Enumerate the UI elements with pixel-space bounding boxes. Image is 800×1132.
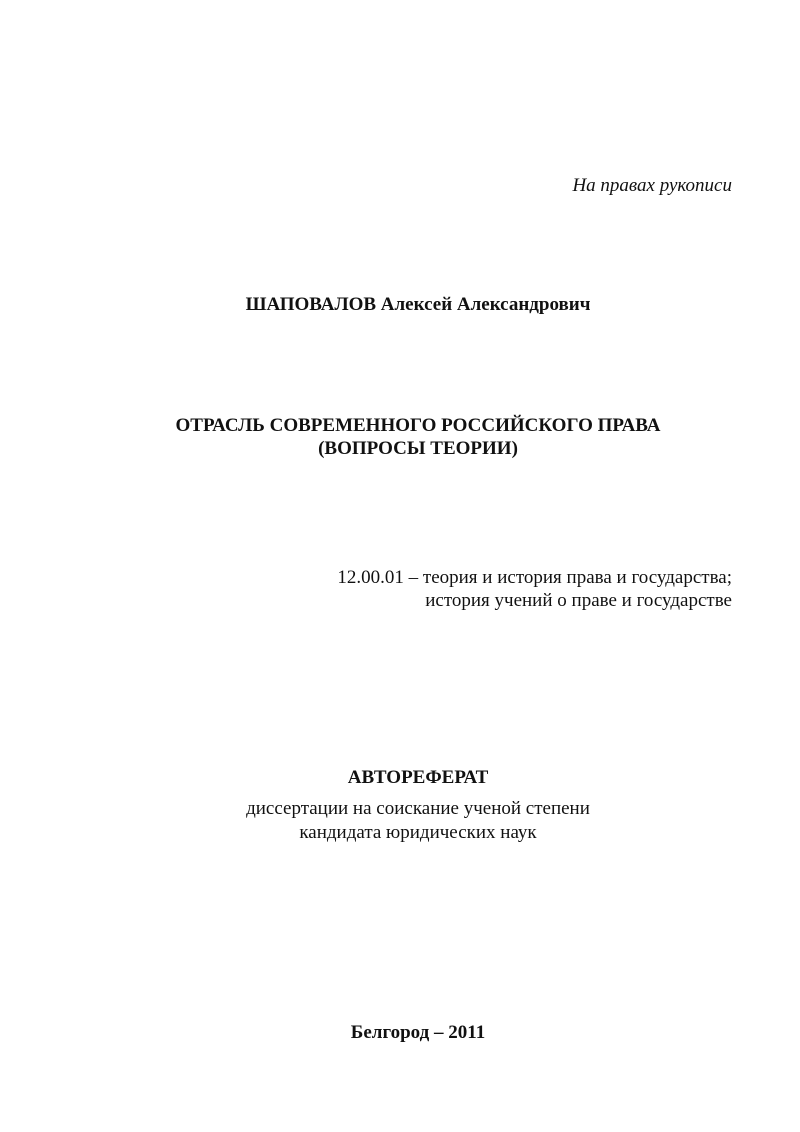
- degree-line-2: кандидата юридических наук: [299, 822, 537, 843]
- document-type: АВТОРЕФЕРАТ: [347, 767, 489, 788]
- title-line-2: (ВОПРОСЫ ТЕОРИИ): [318, 438, 518, 459]
- title-line-1: ОТРАСЛЬ СОВРЕМЕННОГО РОССИЙСКОГО ПРАВА: [175, 415, 661, 436]
- place-year: Белгород – 2011: [350, 1022, 486, 1043]
- specialty-line-1: 12.00.01 – теория и история права и государства;: [337, 567, 732, 588]
- degree-line-1: диссертации на соискание ученой степени: [246, 798, 590, 819]
- specialty-line-2: история учений о праве и государстве: [425, 590, 732, 611]
- manuscript-note: На правах рукописи: [572, 175, 732, 196]
- author-name: ШАПОВАЛОВ Алексей Александрович: [245, 294, 591, 315]
